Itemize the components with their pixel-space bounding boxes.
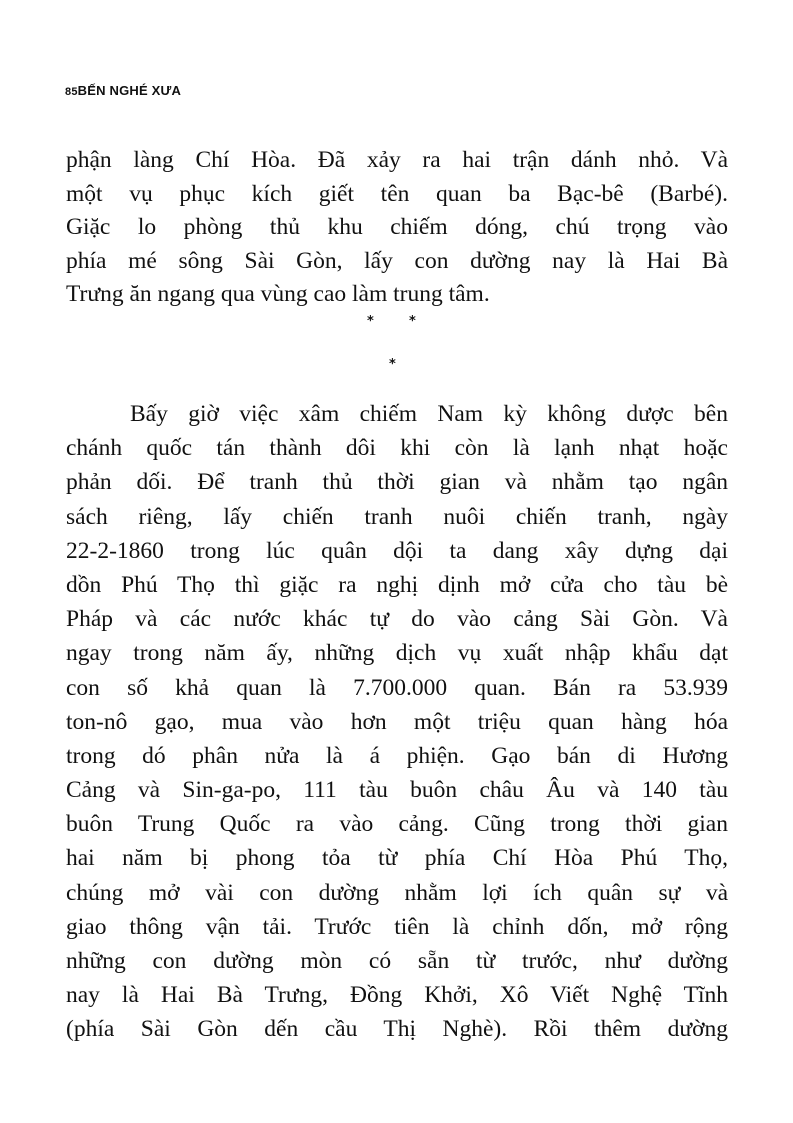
page-number: 85 (65, 86, 78, 98)
text-line: ngay trong năm ấy, những dịch vụ xuất nhập khẩu dạt (66, 640, 728, 667)
running-header (65, 83, 181, 98)
separator-star: * (389, 357, 396, 372)
text-line: trong dó phân nửa là á phiện. Gạo bán di Hương (66, 742, 728, 769)
text-line: một vụ phục kích giết tên quan ba Bạc-bê (Barbé). (66, 180, 728, 207)
text-line: phía mé sông Sài Gòn, lấy con dường nay là Hai Bà (66, 247, 728, 274)
text-line: sách riêng, lấy chiến tranh nuôi chiến tranh, ngày (66, 503, 728, 530)
text-line: (phía Sài Gòn dến cầu Thị Nghè). Rồi thêm dường (66, 1016, 728, 1043)
separator-star: * (367, 314, 374, 329)
text-line: hai năm bị phong tỏa từ phía Chí Hòa Phú Thọ, (66, 845, 728, 872)
text-line: Bấy giờ việc xâm chiếm Nam kỳ không dược bên (130, 401, 728, 427)
text-line: chánh quốc tán thành dôi khi còn là lạnh nhạt hoặc (66, 435, 728, 462)
separator-star: * (409, 314, 416, 329)
paragraph-1 (66, 144, 728, 312)
text-line: phận làng Chí Hòa. Đã xảy ra hai trận dánh nhỏ. Và (66, 147, 728, 173)
text-line: con số khả quan là 7.700.000 quan. Bán ra 53.939 (66, 674, 728, 701)
text-line: nay là Hai Bà Trưng, Đồng Khởi, Xô Viết Nghệ Tĩnh (66, 982, 728, 1009)
text-line: những con dường mòn có sẵn từ trước, như dường (66, 948, 728, 974)
text-line: Cảng và Sin-ga-po, 111 tàu buôn châu Âu và 140 tàu (66, 777, 728, 804)
text-line: 22-2-1860 trong lúc quân dội ta dang xây dựng dại (66, 537, 728, 564)
book-title: BẾN NGHÉ XƯA (77, 83, 182, 98)
text-line: giao thông vận tải. Trước tiên là chỉnh dốn, mở rộng (66, 913, 728, 940)
paragraph-2 (66, 397, 728, 1047)
text-line: phản dối. Để tranh thủ thời gian và nhằm tạo ngân (66, 469, 728, 496)
text-line: Trưng ăn ngang qua vùng cao làm trung tâm. (66, 281, 490, 307)
text-line: ton-nô gạo, mua vào hơn một triệu quan hàng hóa (66, 708, 728, 735)
text-line: Pháp và các nước khác tự do vào cảng Sài Gòn. Và (66, 606, 728, 633)
text-line: chúng mở vài con dường nhằm lợi ích quân sự và (66, 879, 728, 906)
text-line: buôn Trung Quốc ra vào cảng. Cũng trong thời gian (66, 811, 728, 838)
text-line: Giặc lo phòng thủ khu chiếm dóng, chú trọng vào (66, 214, 728, 240)
text-line: dồn Phú Thọ thì giặc ra nghị dịnh mở cửa cho tàu bè (66, 571, 728, 598)
